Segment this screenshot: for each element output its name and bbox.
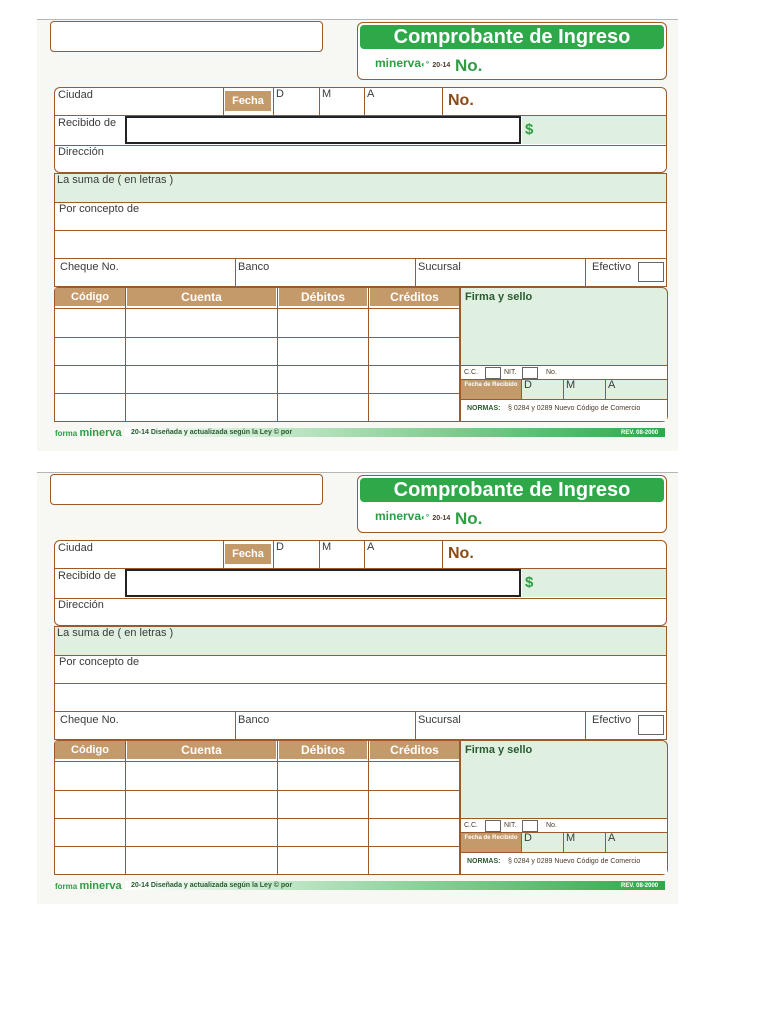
number-label: No. [448,545,474,562]
divider [55,258,666,259]
col-header-puc: Código P.U.C. [55,741,125,759]
table-row [55,308,460,309]
brand-logo: minerva◐° 20-14 [375,56,451,70]
concepto-label: Por concepto de [59,656,140,668]
ciudad-label: Ciudad [58,89,93,101]
table-row [55,846,460,847]
table-row [55,393,460,394]
col-header-debitos: Débitos [279,288,367,306]
col-header-cuenta: Cuenta [127,741,276,759]
divider [235,711,236,740]
divider [55,655,666,656]
brand-name: minerva [375,509,422,523]
direccion-label: Dirección [58,599,104,611]
receipt-form-2 [37,472,678,904]
year-label: A [367,541,375,553]
nit-checkbox[interactable] [522,367,538,379]
divider [442,88,443,115]
month-label: M [322,541,332,553]
day-label-2: D [524,379,532,391]
form-number-label: No. [455,56,483,75]
divider [585,711,586,740]
form-code: 20-14 [432,515,451,522]
divider [585,258,586,287]
col-header-puc: Código P.U.C. [55,288,125,306]
month-label-2: M [566,379,576,391]
footer-brand: forma minerva [55,427,122,439]
sheet-edge [37,19,678,20]
nit-label: NIT. [504,369,517,376]
normas-label: NORMAS: [467,405,501,412]
receipt-form-1 [37,19,678,451]
footer-text: 20-14 Diseñada y actualizada según la Ley © por [131,882,293,889]
fecha-label: Fecha [225,544,271,564]
divider [273,541,274,568]
cc-checkbox[interactable] [485,367,501,379]
divider [563,832,564,852]
recibido-field[interactable] [125,116,521,144]
normas-text: § 0284 y 0289 Nuevo Código de Comercio [508,405,641,412]
divider [605,379,606,399]
amount-field[interactable] [522,116,666,144]
no-small-label: No. [546,369,557,376]
form-title: Comprobante de Ingreso [360,478,664,502]
banco-label: Banco [238,714,270,726]
form-code: 20-14 [432,62,451,69]
divider [605,832,606,852]
no-small-label: No. [546,822,557,829]
dollar-sign: $ [525,574,534,591]
divider [319,541,320,568]
footer-text: 20-14 Diseñada y actualizada según la Ley © por [131,429,293,436]
divider [521,832,522,852]
suma-label: La suma de ( en letras ) [57,627,174,639]
ciudad-label: Ciudad [58,542,93,554]
day-label: D [276,541,284,553]
blank-box [50,474,323,505]
recibido-label: Recibido de [58,117,117,129]
divider [319,88,320,115]
table-row [55,790,460,791]
normas-label: NORMAS: [467,858,501,865]
divider [223,541,224,568]
form-title: Comprobante de Ingreso [360,25,664,49]
divider [521,379,522,399]
year-label-2: A [608,379,616,391]
number-label: No. [448,92,474,109]
table-row [55,761,460,762]
col-header-cuenta: Cuenta [127,288,276,306]
rev-label: REV. 08-2000 [621,430,659,436]
divider [55,683,666,684]
efectivo-label: Efectivo [592,261,632,273]
suma-label: La suma de ( en letras ) [57,174,174,186]
nit-checkbox[interactable] [522,820,538,832]
blank-box [50,21,323,52]
cc-label: C.C. [464,822,478,829]
divider [235,258,236,287]
divider [55,598,666,599]
efectivo-label: Efectivo [592,714,632,726]
col-header-creditos: Créditos [370,741,459,759]
fecha-recibido-label: Fecha de Recibido [461,380,521,399]
cc-label: C.C. [464,369,478,376]
concepto-label: Por concepto de [59,203,140,215]
cc-checkbox[interactable] [485,820,501,832]
cheque-label: Cheque No. [60,261,119,273]
firma-label: Firma y sello [465,744,533,756]
brand-logo: minerva◐° 20-14 [375,509,451,523]
fecha-recibido-label: Fecha de Recibido [461,833,521,852]
sucursal-label: Sucursal [418,714,461,726]
banco-label: Banco [238,261,270,273]
amount-field[interactable] [522,569,666,597]
month-label: M [322,88,332,100]
table-row [55,337,460,338]
efectivo-checkbox[interactable] [638,262,664,282]
sucursal-label: Sucursal [418,261,461,273]
sheet-edge [37,472,678,473]
day-label: D [276,88,284,100]
table-row [55,818,460,819]
divider [364,541,365,568]
fecha-label: Fecha [225,91,271,111]
cheque-label: Cheque No. [60,714,119,726]
recibido-label: Recibido de [58,570,117,582]
divider [273,88,274,115]
divider [55,230,666,231]
month-label-2: M [566,832,576,844]
normas-text: § 0284 y 0289 Nuevo Código de Comercio [508,858,641,865]
table-row [55,365,460,366]
day-label-2: D [524,832,532,844]
direccion-label: Dirección [58,146,104,158]
year-label: A [367,88,375,100]
brand-name: minerva [375,56,422,70]
divider [415,258,416,287]
year-label-2: A [608,832,616,844]
firma-label: Firma y sello [465,291,533,303]
col-header-creditos: Créditos [370,288,459,306]
form-number-label: No. [455,509,483,528]
recibido-field[interactable] [125,569,521,597]
divider [442,541,443,568]
dollar-sign: $ [525,121,534,138]
divider [364,88,365,115]
footer-brand: forma minerva [55,880,122,892]
nit-label: NIT. [504,822,517,829]
col-header-debitos: Débitos [279,741,367,759]
divider [55,145,666,146]
divider [55,711,666,712]
efectivo-checkbox[interactable] [638,715,664,735]
divider [223,88,224,115]
divider [415,711,416,740]
rev-label: REV. 08-2000 [621,883,659,889]
divider [55,202,666,203]
divider [563,379,564,399]
